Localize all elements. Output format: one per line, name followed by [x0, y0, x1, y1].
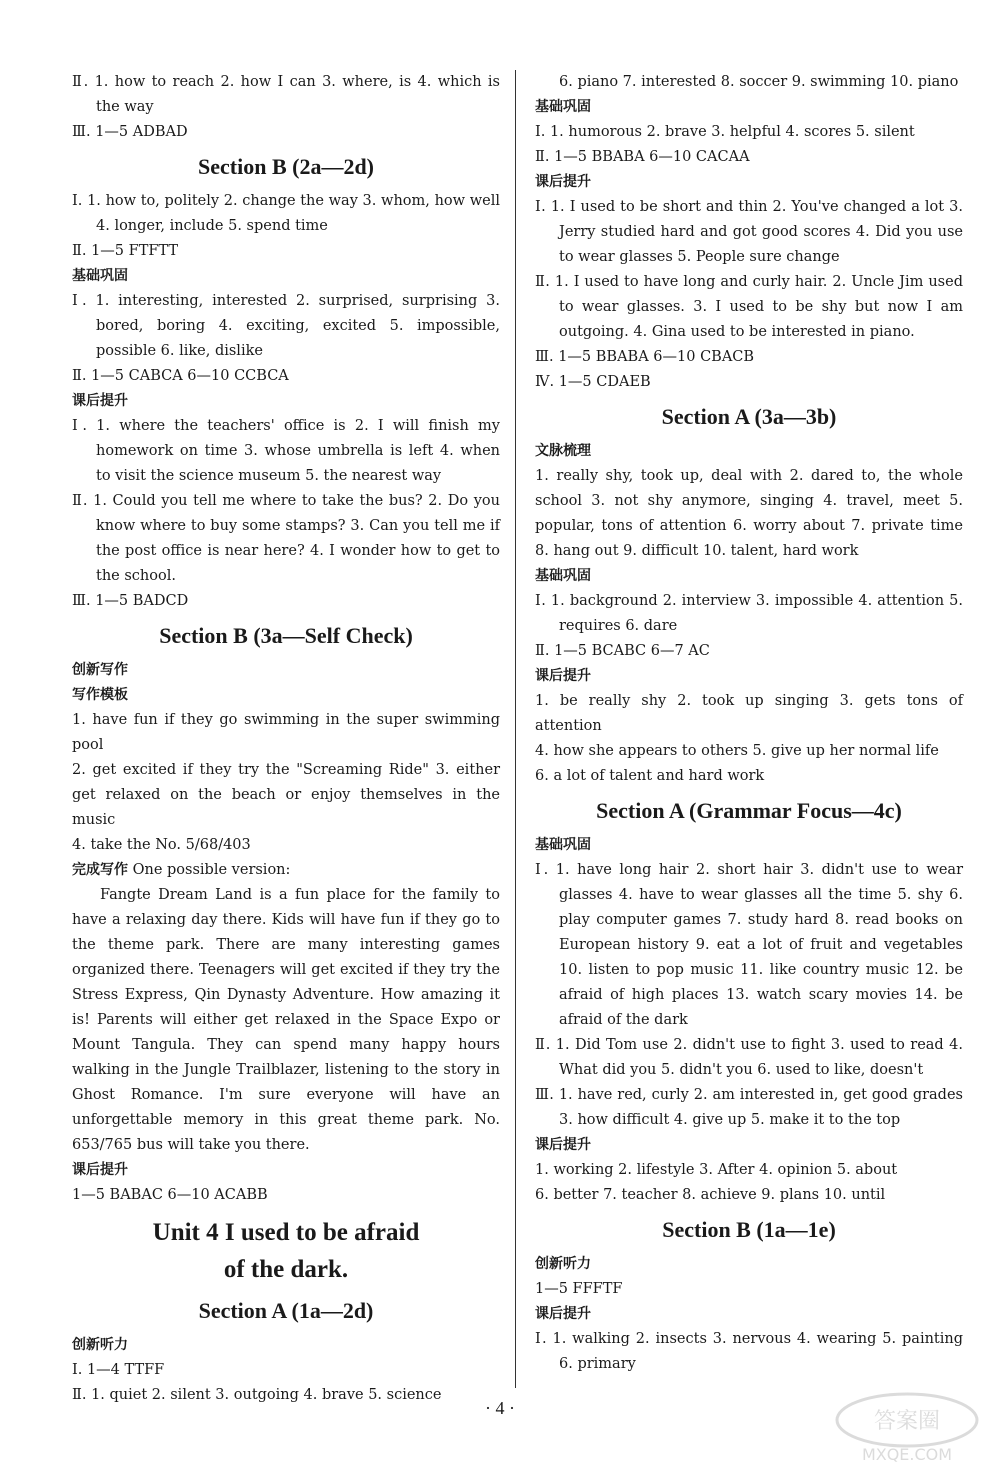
answer-line: Ⅱ. 1—5 FTFTT: [72, 243, 179, 259]
answer-line: Ⅰ. 1. how to, politely 2. change the way 3. whom, how well 4. longer, include 5. spend time: [72, 193, 500, 234]
answer-line: Ⅰ. 1. where the teachers' office is 2. I will finish my homework on time 3. whose umbrella is left 4. when to visit the science museum 5. the nearest way: [72, 418, 500, 484]
answer-line: Ⅰ. 1. have long hair 2. short hair 3. didn't use to wear glasses 4. have to wear glasses all the time 5. shy 6. play computer games 7. study hard 8. read books on European history 9. eat a lot of fruit and vegetables 10. listen to pop music 11. like country music 12. be afraid of high places 13. watch scary movies 14. be afraid of the dark: [535, 862, 963, 1028]
label-kehou: 课后提升: [72, 393, 128, 409]
answer-line: Ⅲ. 1—5 BADCD: [72, 593, 189, 609]
label-wenmai: 文脉梳理: [535, 443, 591, 459]
answer-line: Ⅱ. 1. quiet 2. silent 3. outgoing 4. brave 5. science: [72, 1387, 442, 1403]
label-tingli: 创新听力: [72, 1337, 128, 1353]
answer-line: Ⅰ. 1—4 TTFF: [72, 1362, 165, 1378]
answer-line: 4. take the No. 5/68/403: [72, 837, 251, 853]
answer-line: 6. a lot of talent and hard work: [535, 768, 765, 784]
label-kehou: 课后提升: [535, 668, 591, 684]
answer-line: Ⅱ. 1—5 BCABC 6—7 AC: [535, 643, 710, 659]
watermark-logo: [832, 1390, 982, 1466]
label-kehou: 课后提升: [535, 1306, 591, 1322]
section-title: Section A (3a—3b): [661, 404, 837, 429]
answer-line: Ⅱ. 1. Could you tell me where to take the bus? 2. Do you know where to buy some stamps? 3. Can you tell me if the post office is near here? 4. I wonder how to get to the school.: [72, 493, 500, 584]
section-title: Section B (2a—2d): [198, 154, 374, 179]
answer-line: Ⅱ. 1—5 BBABA 6—10 CACAA: [535, 149, 750, 165]
label-jichu: 基础巩固: [535, 99, 591, 115]
answer-line: Ⅲ. 1—5 BBABA 6—10 CBACB: [535, 349, 755, 365]
wancheng-note: One possible version:: [132, 862, 291, 878]
answer-line: 1. have fun if they go swimming in the super swimming pool: [72, 712, 500, 753]
answer-line: Ⅱ. 1—5 CABCA 6—10 CCBCA: [72, 368, 289, 384]
answer-line: Ⅱ. 1. Did Tom use 2. didn't use to fight 3. used to read 4. What did you 5. didn't you 6. used to like, doesn't: [535, 1037, 963, 1078]
label-wancheng: 完成写作: [72, 862, 128, 878]
answer-line: 2. get excited if they try the "Screaming Ride" 3. either get relaxed on the beach or enjoy themselves in the music: [72, 762, 500, 828]
answer-line: 1. really shy, took up, deal with 2. dared to, the whole school 3. not shy anymore, singing 4. travel, meet 5. popular, tons of attention 6. worry about 7. private time 8. hang out 9. difficult 10. talent, hard work: [535, 468, 963, 559]
answer-line: Ⅰ. 1. walking 2. insects 3. nervous 4. wearing 5. painting 6. primary: [535, 1331, 963, 1372]
right-column: [535, 70, 963, 1377]
section-title: Section B (3a—Self Check): [159, 623, 413, 648]
label-kehou: 课后提升: [72, 1162, 128, 1178]
label-kehou: 课后提升: [535, 174, 591, 190]
essay-text: Fangte Dream Land is a fun place for the family to have a relaxing day there. Kids will have fun if they go to the theme park. There are many interesting games organized there. Teenagers will get excited if they try the Stress Express, Qin Dynasty Adventure. How amazing it is! Parents will either get relaxed in the Space Expo or Mount Tangula. They can spend many happy hours walking in the Jungle Trailblazer, listening to the story in Ghost Romance. I'm sure everyone will have an unforgettable memory in this great theme park. No. 653/765 bus will take you there.: [72, 887, 500, 1153]
unit-title-line2: of the dark.: [223, 1256, 349, 1283]
column-divider: [515, 70, 516, 1388]
answer-line: 1—5 BABAC 6—10 ACABB: [72, 1187, 268, 1203]
answer-line: Ⅲ. 1—5 ADBAD: [72, 124, 188, 140]
answer-line: Ⅰ. 1. background 2. interview 3. impossible 4. attention 5. requires 6. dare: [535, 593, 963, 634]
answer-line: Ⅲ. 1. have red, curly 2. am interested in, get good grades 3. how difficult 4. give up 5. make it to the top: [535, 1087, 963, 1128]
answer-line: Ⅱ. 1. how to reach 2. how I can 3. where, is 4. which is the way: [72, 74, 500, 115]
label-kehou: 课后提升: [535, 1137, 591, 1153]
label-jichu: 基础巩固: [535, 837, 591, 853]
unit-title-line1: Unit 4 I used to be afraid: [152, 1219, 420, 1246]
answer-line: 1. working 2. lifestyle 3. After 4. opinion 5. about: [535, 1162, 898, 1178]
label-chuangxin: 创新写作: [72, 662, 128, 678]
answer-line: Ⅱ. 1. I used to have long and curly hair. 2. Uncle Jim used to wear glasses. 3. I used to be shy but now I am outgoing. 4. Gina used to be interested in piano.: [535, 274, 963, 340]
answer-line: Ⅰ. 1. interesting, interested 2. surprised, surprising 3. bored, boring 4. exciting, excited 5. impossible, possible 6. like, dislike: [72, 293, 500, 359]
wancheng-line: [72, 858, 500, 883]
answer-line: 1—5 FFFTF: [535, 1281, 623, 1297]
label-jichu: 基础巩固: [535, 568, 591, 584]
answer-line: 6. better 7. teacher 8. achieve 9. plans 10. until: [535, 1187, 886, 1203]
section-title: Section B (1a—1e): [662, 1217, 836, 1242]
answer-line: Ⅰ. 1. humorous 2. brave 3. helpful 4. scores 5. silent: [535, 124, 915, 140]
answer-line: 4. how she appears to others 5. give up her normal life: [535, 743, 939, 759]
answer-line: 1. be really shy 2. took up singing 3. gets tons of attention: [535, 693, 963, 734]
answer-line: Ⅰ. 1. I used to be short and thin 2. You've changed a lot 3. Jerry studied hard and got good scores 4. Did you use to wear glasses 5. People sure change: [535, 199, 963, 265]
section-title: Section A (Grammar Focus—4c): [596, 798, 902, 823]
page-number: · 4 ·: [485, 1398, 515, 1418]
answer-line: Ⅳ. 1—5 CDAEB: [535, 374, 651, 390]
left-column: [72, 70, 500, 1408]
answer-line: 6. piano 7. interested 8. soccer 9. swimming 10. piano: [559, 74, 959, 90]
label-moban: 写作模板: [72, 687, 128, 703]
section-title: Section A (1a—2d): [198, 1298, 374, 1323]
svg-text:MXQE.COM: MXQE.COM: [861, 1445, 953, 1464]
label-jichu: 基础巩固: [72, 268, 128, 284]
watermark-text: 答案圈: [873, 1409, 941, 1434]
label-tingli: 创新听力: [535, 1256, 591, 1272]
unit-title: [72, 1214, 500, 1288]
